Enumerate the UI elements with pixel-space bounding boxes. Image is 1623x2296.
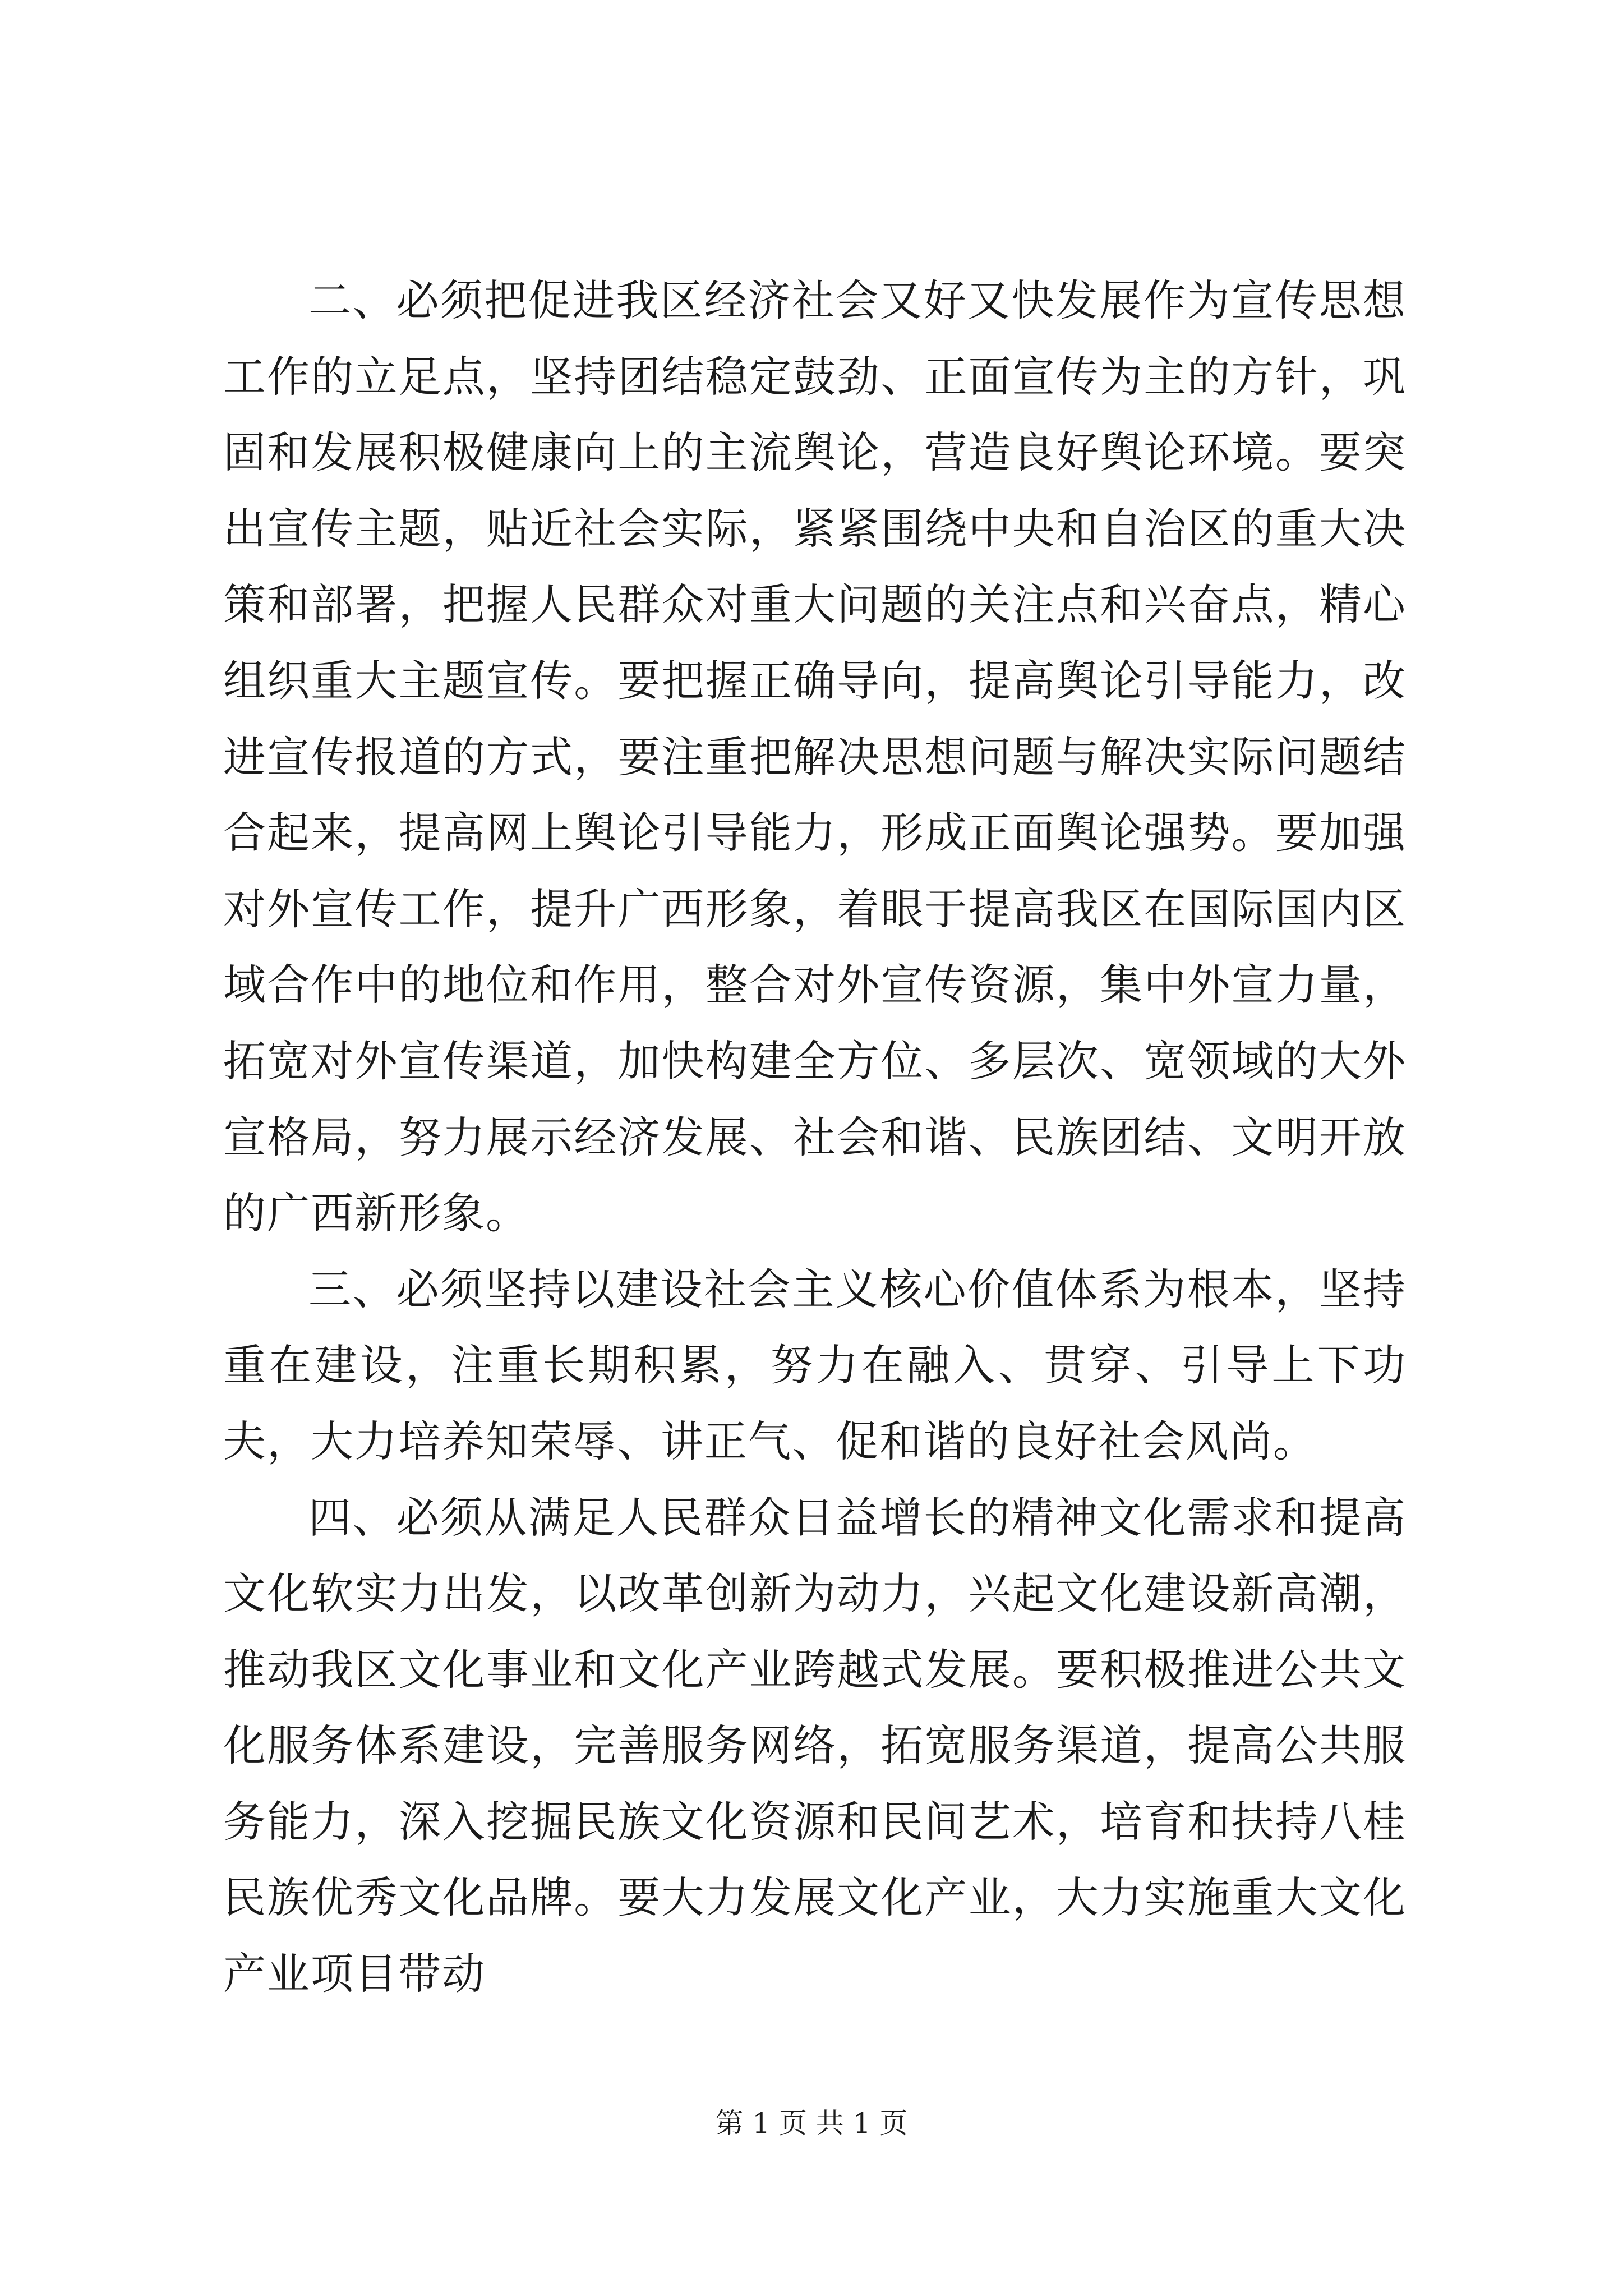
paragraph-3: 三、必须坚持以建设社会主义核心价值体系为根本，坚持重在建设，注重长期积累，努力在融入、贯穿、引导上下功夫，大力培养知荣辱、讲正气、促和谐的良好社会风尚。: [223, 1264, 1407, 1466]
document-body: [223, 263, 1407, 2012]
paragraph-2: 二、必须把促进我区经济社会又好又快发展作为宣传思想工作的立足点，坚持团结稳定鼓劲、正面宣传为主的方针，巩固和发展积极健康向上的主流舆论，营造良好舆论环境。要突出宣传主题，贴近社会实际，紧紧围绕中央和自治区的重大决策和部署，把握人民群众对重大问题的关注点和兴奋点，精心组织重大主题宣传。要把握正确导向，提高舆论引导能力，改进宣传报道的方式，要注重把解决思想问题与解决实际问题结合起来，提高网上舆论引导能力，形成正面舆论强势。要加强对外宣传工作，提升广西形象，着眼于提高我区在国际国内区域合作中的地位和作用，整合对外宣传资源，集中外宣力量，拓宽对外宣传渠道，加快构建全方位、多层次、宽领域的大外宣格局，努力展示经济发展、社会和谐、民族团结、文明开放的广西新形象。: [223, 275, 1407, 1239]
paragraph-4: 四、必须从满足人民群众日益增长的精神文化需求和提高文化软实力出发，以改革创新为动力，兴起文化建设新高潮，推动我区文化事业和文化产业跨越式发展。要积极推进公共文化服务体系建设，完善服务网络，拓宽服务渠道，提高公共服务能力，深入挖掘民族文化资源和民间艺术，培育和扶持八桂民族优秀文化品牌。要大力发展文化产业，大力实施重大文化产业项目带动: [223, 1492, 1407, 1999]
page-footer: 第 1 页 共 1 页: [715, 2107, 908, 2139]
